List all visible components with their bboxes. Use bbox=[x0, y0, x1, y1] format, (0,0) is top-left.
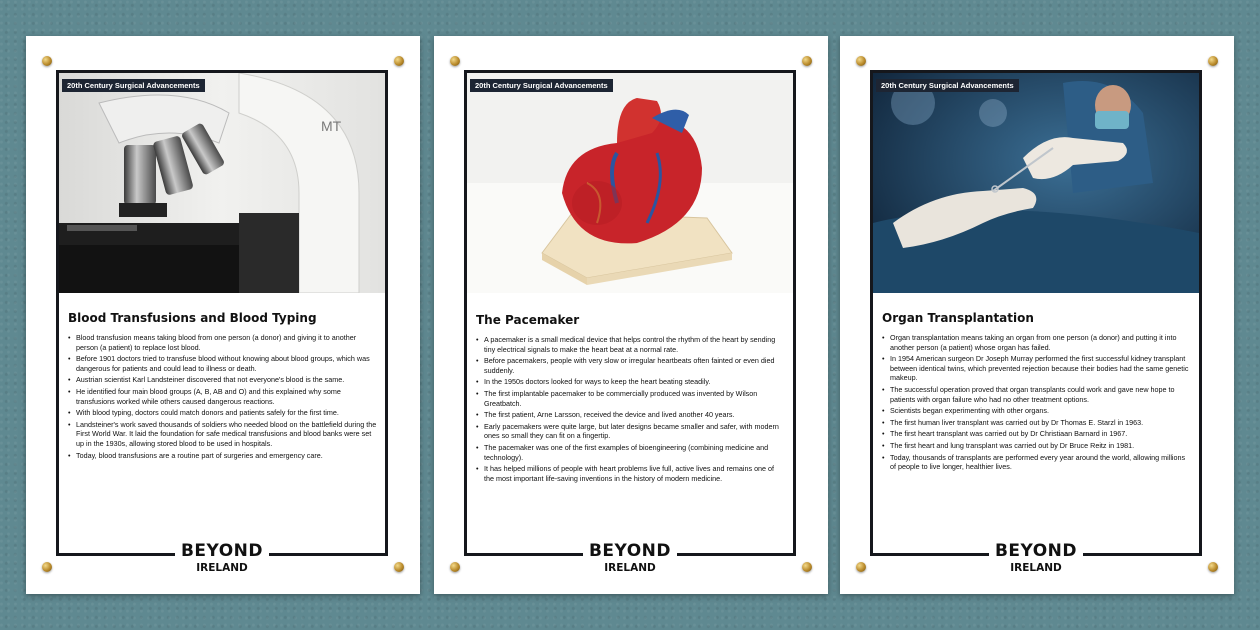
series-tag: 20th Century Surgical Advancements bbox=[470, 79, 613, 92]
logo-bottom-text: IRELAND bbox=[1010, 562, 1062, 574]
poster-frame bbox=[464, 70, 796, 556]
list-item: • The first heart transplant was carried out by Dr Christiaan Barnard in 1967. bbox=[882, 429, 1191, 439]
logo-top-text: BEYOND bbox=[175, 542, 269, 560]
list-item: • Landsteiner's work saved thousands of soldiers who needed blood on the battlefield during the First World War. It laid the foundation for safe medical transfusions and blood banks were set up in the 1930s, allowing stored blood to be used in hospitals. bbox=[68, 420, 377, 449]
poster-title: Blood Transfusions and Blood Typing bbox=[68, 311, 317, 325]
logo-bottom-text: IRELAND bbox=[604, 562, 656, 574]
list-item: • The successful operation proved that organ transplants could work and gave new hope to patients with organ failure who had no other treatment options. bbox=[882, 385, 1191, 404]
photo-text: MT bbox=[321, 118, 342, 134]
list-item: • Austrian scientist Karl Landsteiner discovered that not everyone's blood is the same. bbox=[68, 375, 377, 385]
pin-icon bbox=[394, 562, 404, 572]
poster-pacemaker bbox=[434, 36, 828, 594]
list-item: • Today, thousands of transplants are performed every year around the world, allowing millions of people to live longer, healthier lives. bbox=[882, 453, 1191, 472]
poster-organ-transplantation bbox=[840, 36, 1234, 594]
list-item: • The pacemaker was one of the first examples of bioengineering (combining medicine and technology). bbox=[476, 443, 785, 462]
list-item: • Before pacemakers, people with very slow or irregular heartbeats often fainted or even died suddenly. bbox=[476, 356, 785, 375]
pin-icon bbox=[450, 56, 460, 66]
poster-frame bbox=[56, 70, 388, 556]
bullet-list bbox=[68, 333, 377, 462]
list-item: • Blood transfusion means taking blood from one person (a donor) and giving it to another person (a patient) to replace lost blood. bbox=[68, 333, 377, 352]
heart-model-photo bbox=[467, 73, 793, 293]
poster-frame bbox=[870, 70, 1202, 556]
list-item: • Today, blood transfusions are a routine part of surgeries and emergency care. bbox=[68, 451, 377, 461]
pin-icon bbox=[42, 562, 52, 572]
poster-title: The Pacemaker bbox=[476, 313, 580, 327]
pin-icon bbox=[394, 56, 404, 66]
list-item: • In the 1950s doctors looked for ways to keep the heart beating steadily. bbox=[476, 377, 785, 387]
series-tag: 20th Century Surgical Advancements bbox=[62, 79, 205, 92]
microscope-photo bbox=[59, 73, 385, 293]
logo-top-text: BEYOND bbox=[989, 542, 1083, 560]
bullet-list bbox=[476, 335, 785, 485]
surgery-photo bbox=[873, 73, 1199, 293]
list-item: • The first patient, Arne Larsson, received the device and lived another 40 years. bbox=[476, 410, 785, 420]
bullet-list bbox=[882, 333, 1191, 474]
list-item: • A pacemaker is a small medical device that helps control the rhythm of the heart by sending tiny electrical signals to make the heart beat at a normal rate. bbox=[476, 335, 785, 354]
logo-bottom-text: IRELAND bbox=[196, 562, 248, 574]
beyond-ireland-logo bbox=[464, 542, 796, 574]
list-item: • Scientists began experimenting with other organs. bbox=[882, 406, 1191, 416]
pin-icon bbox=[856, 56, 866, 66]
poster-title: Organ Transplantation bbox=[882, 311, 1034, 325]
logo-top-text: BEYOND bbox=[583, 542, 677, 560]
pin-icon bbox=[802, 56, 812, 66]
list-item: • Before 1901 doctors tried to transfuse blood without knowing about blood groups, which was dangerous for patients and could lead to illness or death. bbox=[68, 354, 377, 373]
list-item: • Organ transplantation means taking an organ from one person (a donor) and putting it into another person (a patient) whose organ has failed. bbox=[882, 333, 1191, 352]
pin-icon bbox=[450, 562, 460, 572]
list-item: • With blood typing, doctors could match donors and patients safely for the first time. bbox=[68, 408, 377, 418]
pin-icon bbox=[1208, 56, 1218, 66]
list-item: • It has helped millions of people with heart problems live full, active lives and remains one of the most important life-saving inventions in the history of modern medicine. bbox=[476, 464, 785, 483]
poster-blood-transfusions bbox=[26, 36, 420, 594]
series-tag: 20th Century Surgical Advancements bbox=[876, 79, 1019, 92]
list-item: • The first human liver transplant was carried out by Dr Thomas E. Starzl in 1963. bbox=[882, 418, 1191, 428]
list-item: • The first heart and lung transplant was carried out by Dr Bruce Reitz in 1981. bbox=[882, 441, 1191, 451]
pin-icon bbox=[856, 562, 866, 572]
list-item: • He identified four main blood groups (A, B, AB and O) and this explained why some transfusions worked while others caused dangerous reactions. bbox=[68, 387, 377, 406]
pin-icon bbox=[1208, 562, 1218, 572]
beyond-ireland-logo bbox=[870, 542, 1202, 574]
list-item: • In 1954 American surgeon Dr Joseph Murray performed the first successful kidney transplant between identical twins, which prevented rejection because their bodies had the same genetic makeup. bbox=[882, 354, 1191, 383]
pin-icon bbox=[42, 56, 52, 66]
list-item: • The first implantable pacemaker to be commercially produced was invented by Wilson Greatbatch. bbox=[476, 389, 785, 408]
pin-icon bbox=[802, 562, 812, 572]
beyond-ireland-logo bbox=[56, 542, 388, 574]
list-item: • Early pacemakers were quite large, but later designs became smaller and safer, with modern ones so small they can fit on a fingertip. bbox=[476, 422, 785, 441]
